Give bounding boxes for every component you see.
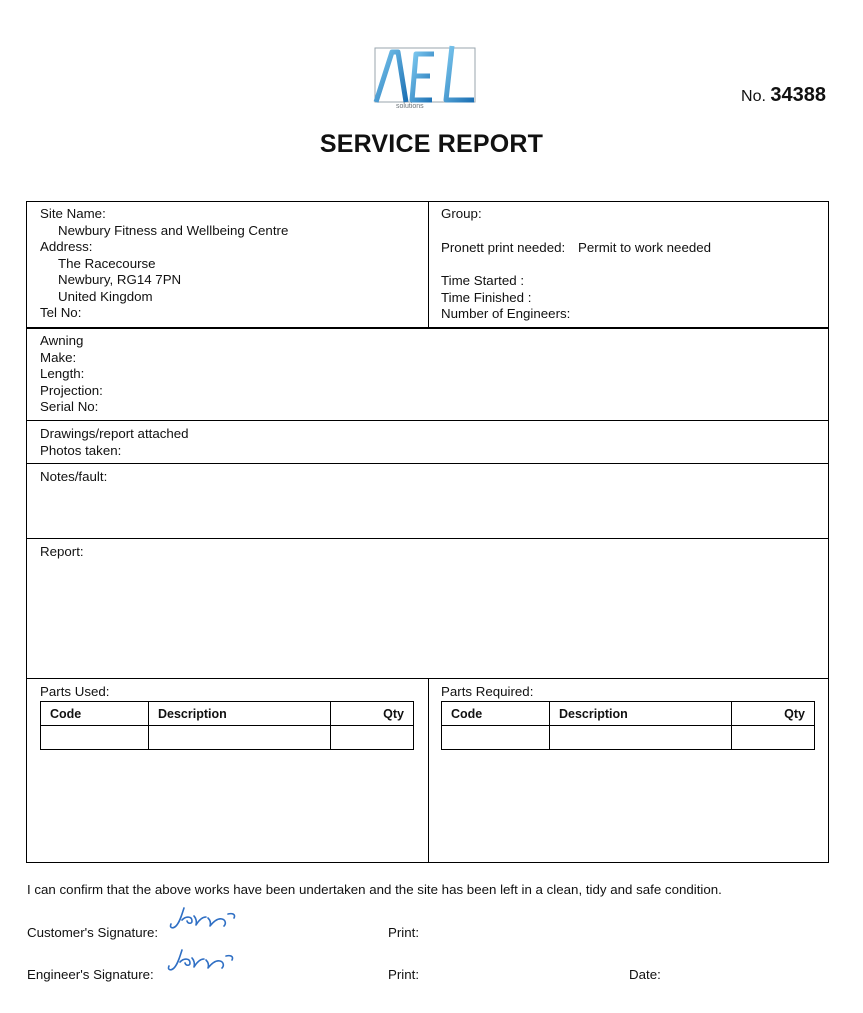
- awning-heading: Awning: [40, 333, 84, 348]
- awning-section: [40, 333, 103, 416]
- projection-label: Projection:: [40, 382, 103, 398]
- report-number: [741, 84, 826, 107]
- column-header-description: Description: [149, 702, 331, 726]
- permit-label: Permit to work needed: [578, 240, 712, 255]
- divider: [27, 420, 828, 421]
- column-header-qty: Qty: [732, 702, 815, 726]
- column-header-description: Description: [550, 702, 732, 726]
- photos-label: Photos taken:: [40, 442, 122, 458]
- service-form: [26, 201, 829, 863]
- confirmation-text: I can confirm that the above works have been undertaken and the site has been left in a clean, tidy and safe condition.: [27, 882, 722, 897]
- tel-label: Tel No:: [40, 305, 82, 320]
- table-cell[interactable]: [149, 726, 331, 750]
- site-name-value: Newbury Fitness and Wellbeing Centre: [58, 222, 289, 238]
- site-section: [40, 206, 288, 322]
- group-label: Group:: [441, 206, 482, 221]
- column-header-qty: Qty: [331, 702, 414, 726]
- customer-signature: [166, 904, 238, 936]
- divider: [428, 678, 429, 863]
- address-label: Address:: [40, 239, 93, 254]
- parts-used-heading: Parts Used:: [40, 684, 110, 699]
- divider: [428, 202, 429, 327]
- make-label: Make:: [40, 349, 77, 365]
- date-label: Date:: [629, 967, 661, 982]
- table-header-row: [41, 702, 414, 726]
- address-line: United Kingdom: [58, 288, 153, 304]
- address-line: The Racecourse: [58, 255, 156, 271]
- column-header-code: Code: [41, 702, 149, 726]
- address-line: Newbury, RG14 7PN: [58, 272, 182, 287]
- column-header-code: Code: [442, 702, 550, 726]
- parts-required-heading: Parts Required:: [441, 684, 534, 699]
- table-cell[interactable]: [732, 726, 815, 750]
- table-cell[interactable]: [41, 726, 149, 750]
- engineer-signature: [164, 946, 236, 978]
- page-title: SERVICE REPORT: [319, 130, 544, 158]
- notes-label: Notes/fault:: [40, 469, 108, 484]
- logo-subtext: solutions: [396, 103, 424, 110]
- table-row: [41, 726, 414, 750]
- parts-required-table: [441, 701, 815, 750]
- time-finished-label: Time Finished :: [441, 289, 532, 305]
- table-header-row: [442, 702, 815, 726]
- customer-signature-label: Customer's Signature:: [27, 925, 159, 940]
- report-number-label: No.: [741, 88, 766, 105]
- report-number-value: 34388: [770, 84, 826, 106]
- table-row: [442, 726, 815, 750]
- table-cell[interactable]: [331, 726, 414, 750]
- table-cell[interactable]: [550, 726, 732, 750]
- pronett-label: Pronett print needed:: [441, 240, 566, 255]
- customer-print-label: Print:: [388, 925, 420, 940]
- drawings-label: Drawings/report attached: [40, 426, 189, 441]
- length-label: Length:: [40, 366, 85, 381]
- engineer-print-label: Print:: [388, 967, 420, 982]
- report-label: Report:: [40, 544, 84, 559]
- site-name-label: Site Name:: [40, 206, 106, 221]
- engineers-label: Number of Engineers:: [441, 306, 571, 321]
- engineer-signature-label: Engineer's Signature:: [27, 967, 154, 982]
- divider: [27, 538, 828, 539]
- time-section: [441, 273, 570, 323]
- table-cell[interactable]: [442, 726, 550, 750]
- parts-used-table: [40, 701, 414, 750]
- divider: [27, 327, 828, 329]
- company-logo: [372, 44, 478, 110]
- attachments-section: [40, 426, 189, 459]
- divider: [27, 463, 828, 464]
- serial-label: Serial No:: [40, 399, 99, 414]
- time-started-label: Time Started :: [441, 273, 525, 288]
